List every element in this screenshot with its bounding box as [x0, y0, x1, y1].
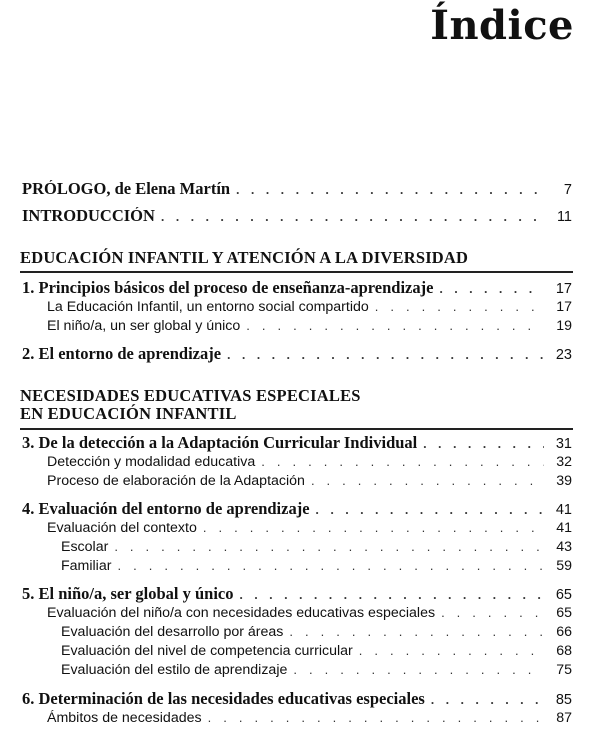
- toc-chapter-3[interactable]: [22, 434, 572, 452]
- toc-page-number: 39: [556, 473, 572, 489]
- toc-page-number: 66: [556, 624, 572, 640]
- toc-page-number: 32: [556, 454, 572, 470]
- toc-entry-label: Evaluación del estilo de aprendizaje: [61, 662, 288, 678]
- toc-entry-label: El niño/a, un ser global y único: [47, 318, 241, 334]
- dot-leader: [423, 435, 544, 452]
- toc-chapter-2[interactable]: [22, 345, 572, 363]
- toc-page-number: 11: [556, 209, 572, 225]
- toc-entry-label: 4. Evaluación del entorno de aprendizaje: [22, 500, 310, 518]
- dot-leader: [161, 208, 544, 225]
- dot-leader: [117, 557, 544, 575]
- dot-leader: [114, 538, 544, 556]
- toc-subsubentry[interactable]: [61, 661, 572, 679]
- toc-entry-label: PRÓLOGO, de Elena Martín: [22, 180, 231, 198]
- toc-page-number: 68: [556, 643, 572, 659]
- part-heading: EDUCACIÓN INFANTIL Y ATENCIÓN A LA DIVERSIDAD: [20, 248, 469, 267]
- dot-leader: [359, 642, 544, 660]
- dot-leader: [240, 586, 545, 603]
- dot-leader: [236, 181, 544, 198]
- toc-entry-label: 1. Principios básicos del proceso de enseñanza-aprendizaje: [22, 279, 434, 297]
- toc-chapter-5[interactable]: [22, 585, 572, 603]
- toc-page-number: 7: [563, 182, 572, 198]
- dot-leader: [293, 661, 544, 679]
- toc-entry-label: Evaluación del nivel de competencia curricular: [61, 643, 353, 659]
- toc-entry-label: 3. De la detección a la Adaptación Curricular Individual: [22, 434, 418, 452]
- toc-subsubentry[interactable]: [61, 623, 572, 641]
- toc-entry-label: Evaluación del niño/a con necesidades educativas especiales: [47, 605, 436, 621]
- toc-page-number: 59: [556, 558, 572, 574]
- toc-page-number: 65: [556, 605, 572, 621]
- section-rule: [20, 428, 573, 430]
- dot-leader: [246, 317, 544, 335]
- toc-entry-label: Ámbitos de necesidades: [47, 710, 202, 726]
- toc-subentry[interactable]: [47, 604, 572, 622]
- toc-entry-label: 6. Determinación de las necesidades educativas especiales: [22, 690, 425, 708]
- dot-leader: [227, 346, 544, 363]
- dot-leader: [431, 691, 544, 708]
- dot-leader: [439, 280, 544, 297]
- part-heading-line-1: NECESIDADES EDUCATIVAS ESPECIALES: [20, 386, 361, 405]
- toc-entry-prologo[interactable]: [22, 180, 572, 198]
- toc-page-number: 87: [556, 710, 572, 726]
- toc-subentry[interactable]: [47, 453, 572, 471]
- toc-subentry[interactable]: [47, 472, 572, 490]
- dot-leader: [261, 453, 544, 471]
- toc-entry-label: Detección y modalidad educativa: [47, 454, 256, 470]
- toc-subentry[interactable]: [47, 709, 572, 727]
- toc-chapter-1[interactable]: [22, 279, 572, 297]
- toc-entry-label: La Educación Infantil, un entorno social compartido: [47, 299, 369, 315]
- toc-subsubentry[interactable]: [61, 642, 572, 660]
- toc-entry-label: Evaluación del contexto: [47, 520, 197, 536]
- toc-page-number: 75: [556, 662, 572, 678]
- toc-subsubentry[interactable]: [61, 538, 572, 556]
- toc-entry-label: Proceso de elaboración de la Adaptación: [47, 473, 305, 489]
- toc-entry-label: 2. El entorno de aprendizaje: [22, 345, 222, 363]
- toc-entry-label: 5. El niño/a, ser global y único: [22, 585, 234, 603]
- dot-leader: [375, 298, 544, 316]
- toc-subsubentry[interactable]: [61, 557, 572, 575]
- toc-page-number: 43: [556, 539, 572, 555]
- toc-entry-introduccion[interactable]: [22, 207, 572, 225]
- toc-entry-label: INTRODUCCIÓN: [22, 207, 155, 225]
- dot-leader: [316, 501, 544, 518]
- toc-page-number: 41: [556, 520, 572, 536]
- dot-leader: [203, 519, 544, 537]
- toc-subentry[interactable]: [47, 298, 572, 316]
- toc-chapter-6[interactable]: [22, 690, 572, 708]
- toc-chapter-4[interactable]: [22, 500, 572, 518]
- toc-page-number: 19: [556, 318, 572, 334]
- toc-entry-label: Familiar: [61, 558, 112, 574]
- toc-page-number: 85: [555, 692, 572, 708]
- toc-page-number: 41: [555, 502, 572, 518]
- toc-page-number: 17: [556, 299, 572, 315]
- page-title: Índice: [430, 2, 574, 49]
- toc-entry-label: Evaluación del desarrollo por áreas: [61, 624, 284, 640]
- toc-page-number: 31: [555, 436, 572, 452]
- toc-page-number: 17: [555, 281, 572, 297]
- dot-leader: [441, 604, 544, 622]
- dot-leader: [311, 472, 544, 490]
- dot-leader: [208, 709, 544, 727]
- toc-page-number: 65: [555, 587, 572, 603]
- toc-subentry[interactable]: [47, 317, 572, 335]
- toc-page-number: 23: [555, 347, 572, 363]
- section-rule: [20, 271, 573, 273]
- toc-entry-label: Escolar: [61, 539, 109, 555]
- toc-subentry[interactable]: [47, 519, 572, 537]
- dot-leader: [289, 623, 544, 641]
- part-heading-line-2: EN EDUCACIÓN INFANTIL: [20, 404, 237, 423]
